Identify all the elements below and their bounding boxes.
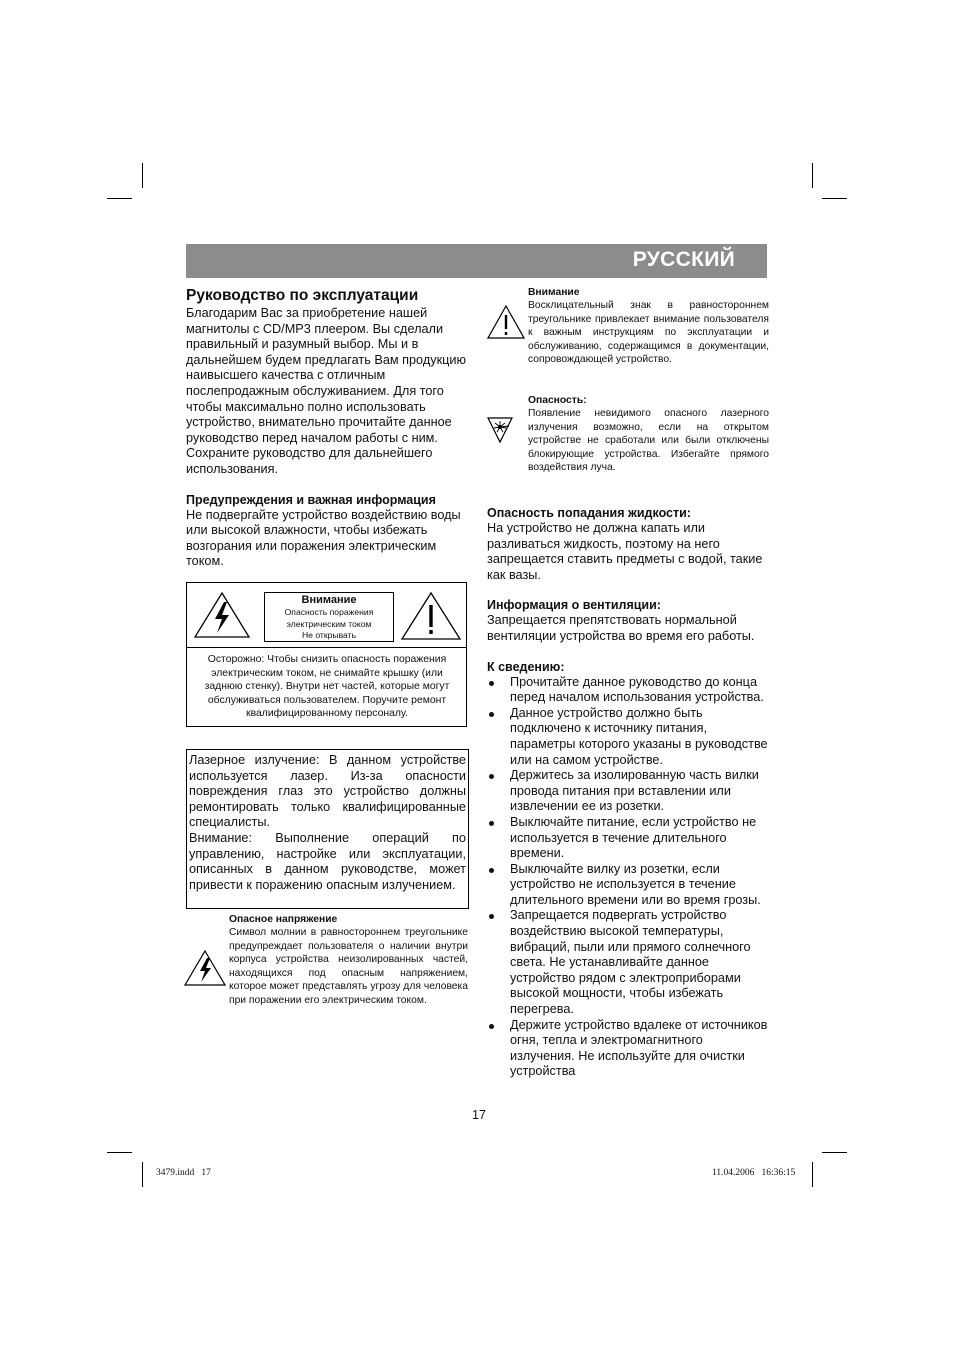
- caution-title: Внимание: [301, 594, 357, 606]
- language-banner: [186, 244, 767, 278]
- ventilation-paragraph: Запрещается препятствовать нормальной вентиляции устройства во время его работы.: [487, 613, 755, 643]
- list-item: Данное устройство должно быть подключено к источнику питания, параметры которого указаны в руководстве или на самом устройстве.: [487, 706, 769, 768]
- footer-timestamp: 11.04.2006 16:36:15: [712, 1168, 796, 1178]
- crop-mark: [812, 163, 813, 188]
- right-column: [487, 506, 769, 1080]
- dangerous-voltage-title: Опасное напряжение: [229, 914, 338, 925]
- attention-section: [528, 286, 769, 367]
- list-item: Запрещается подвергать устройство воздействию высокой температуры, вибраций, пыли или прямого солнечного света. Не устанавливайте данное устройство рядом с электроприборами высокой мощности, чтобы избежать перегрева.: [487, 908, 769, 1017]
- notice-list: [487, 675, 769, 1080]
- list-item: Держитесь за изолированную часть вилки провода питания при вставлении или извлечении ее из розетки.: [487, 768, 769, 815]
- exclamation-triangle-icon: [400, 591, 462, 641]
- left-column: [186, 287, 468, 570]
- lightning-triangle-icon: [193, 591, 251, 639]
- crop-mark: [142, 1162, 143, 1187]
- caution-box-top: [187, 583, 466, 648]
- crop-mark: [107, 1152, 132, 1153]
- dangerous-voltage-text: Символ молнии в равностороннем треугольнике предупреждает пользователя о наличии внутри корпуса устройства неизолированных частей, находящихся под опасным напряжением, которое может представлять угрозу для человека при поражении его электрическим током.: [229, 927, 468, 1006]
- crop-mark: [812, 1162, 813, 1187]
- crop-mark: [107, 198, 132, 199]
- list-item: Держите устройство вдалеке от источников огня, тепла и электромагнитного излучения. Не используйте для очистки устройства: [487, 1018, 769, 1080]
- caution-text: Осторожно: Чтобы снизить опасность поражения электрическим током, не снимайте крышку (или заднюю стенку). Внутри нет частей, которые могут обслуживаться пользователем. Поручите ремонт квалифицированному персоналу.: [204, 654, 450, 720]
- exclamation-triangle-icon: [487, 305, 525, 339]
- caution-line-2: электрическим током: [286, 618, 372, 629]
- crop-mark: [822, 1152, 847, 1153]
- footer-file: 3479.indd 17: [156, 1168, 211, 1178]
- language-label: РУССКИЙ: [632, 248, 735, 271]
- laser-paragraph-2: Внимание: Выполнение операций по управлению, настройке или эксплуатации, описанных в данном руководстве, может привести к поражению опасным излучением.: [189, 830, 466, 892]
- attention-title: Внимание: [528, 287, 580, 298]
- notice-heading: К сведению:: [487, 659, 565, 674]
- caution-box: [186, 582, 467, 727]
- liquid-paragraph: На устройство не должна капать или разливаться жидкость, поэтому на него запрещается ставить предметы с водой, такие как вазы.: [487, 521, 763, 582]
- page-number: 17: [472, 1108, 486, 1122]
- list-item: Выключайте вилку из розетки, если устройство не используется в течение длительного времени или во время грозы.: [487, 862, 769, 909]
- laser-paragraph-1: Лазерное излучение: В данном устройстве используется лазер. Из-за опасности повреждения глаз это устройство должны ремонтировать только квалифицированные специалисты.: [189, 753, 466, 830]
- warnings-heading: Предупреждения и важная информация: [186, 492, 436, 507]
- caution-label-box: [264, 592, 394, 642]
- laser-danger-section: [528, 394, 769, 475]
- crop-mark: [142, 163, 143, 188]
- laser-danger-text: Появление невидимого опасного лазерного излучения возможно, если на открытом устройстве не сработали или были отключены блокирующие устройства. Избегайте прямого воздействия луча.: [528, 408, 769, 474]
- ventilation-heading: Информация о вентиляции:: [487, 598, 661, 613]
- attention-text: Восклицательный знак в равностороннем треугольнике привлекает внимание пользователя к важным инструкциям по эксплуатации и обслуживанию, содержащимся в документации, сопровождающей устройство.: [528, 300, 769, 366]
- laser-warning-box: [186, 749, 469, 909]
- manual-title: Руководство по эксплуатации: [186, 287, 419, 304]
- warnings-paragraph: Не подвергайте устройство воздействию воды или высокой влажности, чтобы избежать возгорания или поражения электрическим током.: [186, 507, 461, 569]
- intro-paragraph: Благодарим Вас за приобретение нашей магнитолы с CD/MP3 плеером. Вы сделали правильный и разумный выбор. Мы и в дальнейшем будем предлагать Вам продукцию наивысшего качества с отличным послепродажным обслуживанием. Для того чтобы максимально полно использовать устройство, внимательно прочитайте данное руководство перед началом работы с ним. Сохраните руководство для дальнейшего использования.: [186, 306, 466, 476]
- crop-mark: [822, 198, 847, 199]
- list-item: Выключайте питание, если устройство не используется в течение длительного времени.: [487, 815, 769, 862]
- caution-line-3: Не открывать: [301, 630, 357, 640]
- liquid-heading: Опасность попадания жидкости:: [487, 506, 691, 520]
- laser-warning-icon: [487, 416, 513, 444]
- dangerous-voltage-section: [229, 913, 468, 1008]
- lightning-triangle-icon: [184, 950, 226, 986]
- laser-danger-title: Опасность:: [528, 395, 587, 406]
- caution-line-1: Опасность поражения: [284, 607, 374, 617]
- list-item: Прочитайте данное руководство до конца перед началом использования устройства.: [487, 675, 769, 706]
